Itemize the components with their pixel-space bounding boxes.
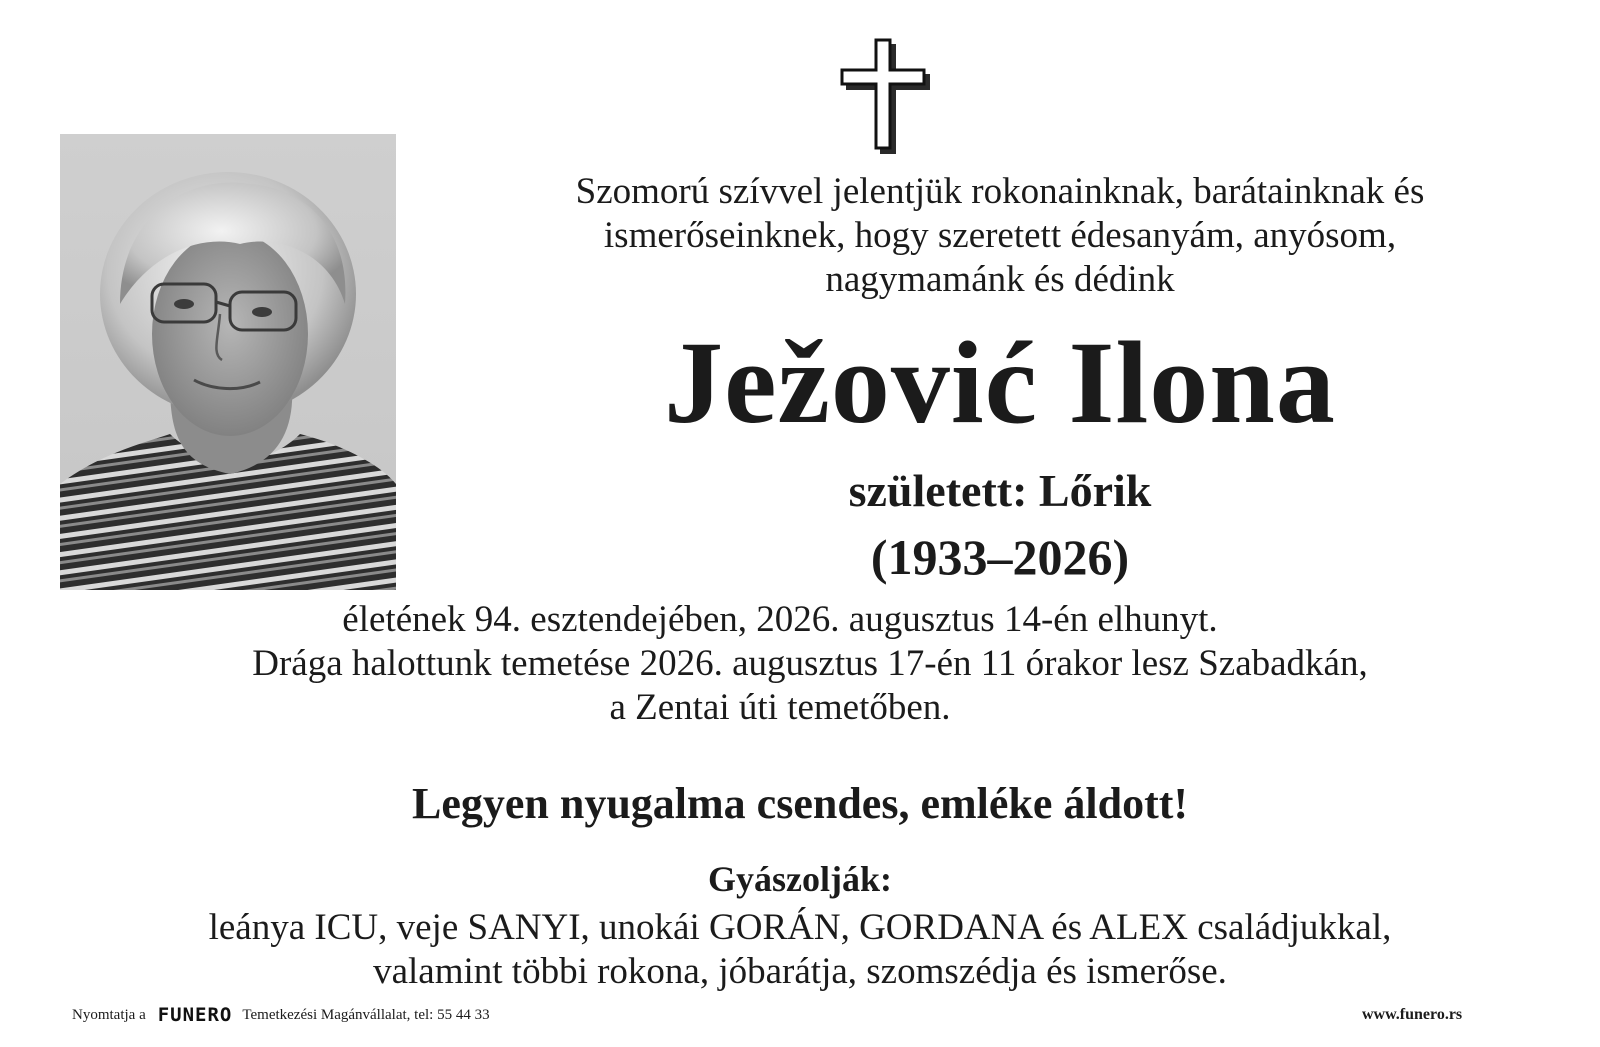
details-line: a Zentai úti temetőben. (609, 687, 951, 728)
cross-icon (838, 38, 934, 156)
mourners-line: valamint többi rokona, jóbarátja, szomszédja és ismerőse. (373, 951, 1227, 992)
portrait-photo (60, 134, 396, 590)
intro-line: nagymamánk és dédink (825, 259, 1175, 300)
intro-text (440, 170, 1560, 302)
details-line: életének 94. esztendejében, 2026. augusztus 14-én elhunyt. (342, 599, 1218, 640)
footer-printed-by: Nyomtatja a (72, 1007, 146, 1023)
deceased-name: Ježović Ilona (664, 317, 1336, 448)
funeral-details (100, 598, 1500, 730)
intro-line: ismerőseinknek, hogy szeretett édesanyám, anyósom, (603, 215, 1397, 256)
mourners-list (60, 906, 1540, 994)
funero-logo: FUNERO (157, 1004, 233, 1026)
details-line: Drága halottunk temetése 2026. augusztus 17-én 11 órakor lesz Szabadkán, (252, 643, 1368, 684)
birth-name: született: Lőrik (848, 465, 1152, 516)
life-years: (1933–2026) (870, 529, 1130, 585)
footer-website-link[interactable]: www.funero.rs (1362, 1006, 1463, 1023)
mourners-heading: Gyászolják: (708, 859, 892, 899)
blessing-text: Legyen nyugalma csendes, emléke áldott! (411, 779, 1189, 828)
footer-company: Temetkezési Magánvállalat, tel: 55 44 33 (242, 1007, 490, 1023)
intro-line: Szomorú szívvel jelentjük rokonainknak, barátainknak és (575, 171, 1425, 212)
mourners-line: leánya ICU, veje SANYI, unokái GORÁN, GORDANA és ALEX családjukkal, (208, 907, 1392, 948)
footer-printer (72, 1005, 490, 1025)
